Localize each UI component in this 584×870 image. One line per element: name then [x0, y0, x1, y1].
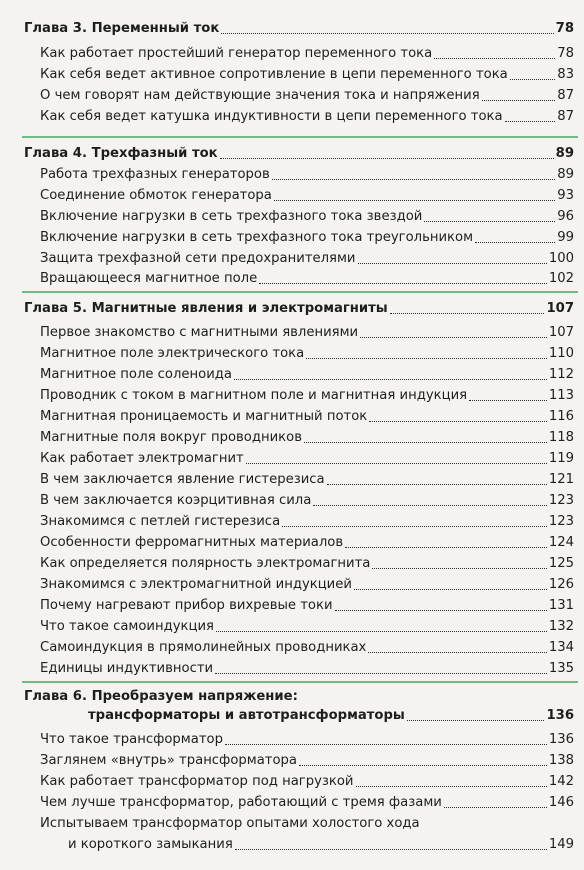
leader-dots — [221, 32, 553, 34]
section-entry[interactable] — [40, 324, 574, 341]
section-entry[interactable] — [40, 471, 574, 488]
section-entry[interactable] — [68, 836, 574, 853]
leader-dots — [235, 848, 547, 850]
page-number: 89 — [555, 146, 574, 161]
section-title-line1: Испытываем трансформатор опытами холостого хода — [40, 816, 420, 831]
leader-dots — [272, 178, 555, 180]
section-entry[interactable] — [40, 345, 574, 362]
page-number: 134 — [548, 640, 574, 655]
page-number: 112 — [548, 367, 574, 382]
section-title: Заглянем «внутрь» трансформатора — [40, 753, 298, 768]
page-number: 136 — [548, 732, 574, 747]
chapter-title: трансформаторы и автотрансформаторы — [88, 708, 405, 723]
page-number: 87 — [557, 88, 574, 103]
leader-dots — [407, 719, 545, 721]
page-number: 138 — [548, 753, 574, 768]
page-number: 118 — [548, 430, 574, 445]
page-number: 132 — [548, 619, 574, 634]
page-number: 89 — [557, 167, 574, 182]
section-entry[interactable] — [40, 270, 574, 287]
section-title: Проводник с током в магнитном поле и магнитная индукция — [40, 388, 468, 403]
page-number: 93 — [557, 188, 574, 203]
leader-dots — [369, 420, 547, 422]
leader-dots — [358, 262, 547, 264]
section-title: Соединение обмоток генератора — [40, 188, 272, 203]
section-title: Первое знакомство с магнитными явлениями — [40, 325, 359, 340]
leader-dots — [216, 630, 547, 632]
section-title: В чем заключается коэрцитивная сила — [40, 493, 312, 508]
page-number: 125 — [548, 556, 574, 571]
leader-dots — [475, 241, 555, 243]
section-title: Магнитное поле соленоида — [40, 367, 233, 382]
section-divider — [22, 291, 578, 293]
section-title: Как работает электромагнит — [40, 451, 244, 466]
section-title: Магнитные поля вокруг проводников — [40, 430, 302, 445]
section-entry[interactable] — [40, 513, 574, 530]
section-title: Почему нагревают прибор вихревые токи — [40, 598, 333, 613]
page-number: 107 — [548, 325, 574, 340]
section-entry[interactable] — [40, 597, 574, 614]
chapter-title-line1: Глава 6. Преобразуем напряжение: — [24, 689, 298, 704]
section-entry[interactable] — [40, 450, 574, 467]
leader-dots — [434, 57, 555, 59]
section-title: Как себя ведет активное сопротивление в цепи переменного тока — [40, 67, 508, 82]
section-entry[interactable] — [40, 429, 574, 446]
page-number: 107 — [546, 301, 574, 316]
section-entry[interactable] — [40, 794, 574, 811]
section-title: О чем говорят нам действующие значения тока и напряжения — [40, 88, 480, 103]
section-entry[interactable] — [40, 408, 574, 425]
leader-dots — [444, 806, 547, 808]
section-title: Как определяется полярность электромагнита — [40, 556, 371, 571]
page-number: 113 — [548, 388, 574, 403]
section-entry[interactable] — [40, 66, 574, 83]
section-title: Знакомимся с петлей гистерезиса — [40, 514, 281, 529]
section-title: Вращающееся магнитное поле — [40, 271, 258, 286]
section-entry[interactable] — [40, 45, 574, 62]
chapter-title: Глава 3. Переменный ток — [24, 21, 220, 36]
leader-dots — [225, 743, 547, 745]
leader-dots — [299, 764, 547, 766]
leader-dots — [368, 651, 546, 653]
leader-dots — [282, 525, 547, 527]
section-divider — [22, 681, 578, 683]
page-number: 126 — [548, 577, 574, 592]
chapter-title: Глава 5. Магнитные явления и электромагниты — [24, 301, 388, 316]
section-entry[interactable] — [40, 366, 574, 383]
section-entry[interactable] — [40, 555, 574, 572]
section-title: Магнитная проницаемость и магнитный поток — [40, 409, 368, 424]
page-number: 83 — [557, 67, 574, 82]
chapter-title: Глава 4. Трехфазный ток — [24, 146, 218, 161]
page-number: 116 — [548, 409, 574, 424]
section-entry[interactable] — [40, 250, 574, 267]
section-title: Что такое трансформатор — [40, 732, 223, 747]
leader-dots — [313, 504, 547, 506]
leader-dots — [327, 483, 547, 485]
page-number: 124 — [548, 535, 574, 550]
leader-dots — [505, 120, 556, 122]
page-number: 96 — [557, 209, 574, 224]
leader-dots — [215, 672, 547, 674]
section-title: Включение нагрузки в сеть трехфазного тока звездой — [40, 209, 423, 224]
section-entry[interactable] — [40, 639, 574, 656]
page-number: 146 — [548, 795, 574, 810]
section-title: Работа трехфазных генераторов — [40, 167, 270, 182]
section-entry[interactable] — [40, 576, 574, 593]
page-number: 110 — [548, 346, 574, 361]
section-title: Самоиндукция в прямолинейных проводниках — [40, 640, 367, 655]
page-number: 87 — [557, 109, 574, 124]
section-entry[interactable] — [40, 387, 574, 404]
page-number: 100 — [548, 251, 574, 266]
section-entry[interactable] — [40, 229, 574, 246]
section-entry[interactable] — [40, 534, 574, 551]
chapter-4-entry[interactable] — [24, 145, 574, 162]
page-number: 102 — [548, 271, 574, 286]
page-number: 142 — [548, 774, 574, 789]
section-title: Единицы индуктивности — [40, 661, 214, 676]
page-number: 78 — [555, 21, 574, 36]
leader-dots — [306, 357, 547, 359]
section-title: Включение нагрузки в сеть трехфазного тока треугольником — [40, 230, 474, 245]
section-entry[interactable] — [40, 618, 574, 635]
leader-dots — [356, 785, 547, 787]
leader-dots — [372, 567, 546, 569]
page-number: 131 — [548, 598, 574, 613]
section-entry[interactable] — [40, 752, 574, 769]
leader-dots — [246, 462, 547, 464]
section-entry[interactable] — [40, 87, 574, 104]
page-number: 119 — [548, 451, 574, 466]
section-entry[interactable] — [40, 108, 574, 125]
section-entry[interactable] — [40, 731, 574, 748]
section-title: Защита трехфазной сети предохранителями — [40, 251, 356, 266]
section-title: В чем заключается явление гистерезиса — [40, 472, 325, 487]
page-number: 78 — [557, 46, 574, 61]
page-number: 123 — [548, 493, 574, 508]
section-title: Знакомимся с электромагнитной индукцией — [40, 577, 352, 592]
section-title: Чем лучше трансформатор, работающий с тремя фазами — [40, 795, 442, 810]
chapter-6-title-line1[interactable] — [24, 688, 574, 705]
leader-dots — [510, 78, 555, 80]
leader-dots — [360, 336, 547, 338]
leader-dots — [274, 199, 555, 201]
section-entry[interactable] — [40, 208, 574, 225]
section-entry[interactable] — [40, 187, 574, 204]
page-number: 135 — [548, 661, 574, 676]
section-title: Как работает простейший генератор переменного тока — [40, 46, 433, 61]
section-title: Как работает трансформатор под нагрузкой — [40, 774, 354, 789]
section-entry[interactable] — [40, 492, 574, 509]
page-number: 99 — [557, 230, 574, 245]
section-divider — [22, 136, 578, 138]
section-entry[interactable] — [40, 660, 574, 677]
leader-dots — [469, 399, 547, 401]
section-entry[interactable] — [40, 166, 574, 183]
section-title: Магнитное поле электрического тока — [40, 346, 305, 361]
chapter-6-entry[interactable] — [88, 707, 574, 724]
leader-dots — [345, 546, 547, 548]
leader-dots — [335, 609, 547, 611]
leader-dots — [390, 312, 545, 314]
leader-dots — [259, 282, 547, 284]
section-entry[interactable] — [40, 773, 574, 790]
chapter-5-entry[interactable] — [24, 300, 574, 317]
page-number: 121 — [548, 472, 574, 487]
leader-dots — [482, 99, 556, 101]
page-number: 136 — [546, 708, 574, 723]
leader-dots — [354, 588, 547, 590]
leader-dots — [424, 220, 555, 222]
leader-dots — [234, 378, 547, 380]
leader-dots — [220, 157, 554, 159]
leader-dots — [304, 441, 547, 443]
page-number: 149 — [548, 837, 574, 852]
chapter-3-entry[interactable] — [24, 20, 574, 37]
section-title: и короткого замыкания — [68, 837, 233, 852]
section-title: Особенности ферромагнитных материалов — [40, 535, 344, 550]
page-number: 123 — [548, 514, 574, 529]
section-title: Что такое самоиндукция — [40, 619, 214, 634]
section-entry-line1[interactable] — [40, 815, 574, 832]
section-title: Как себя ведет катушка индуктивности в цепи переменного тока — [40, 109, 503, 124]
